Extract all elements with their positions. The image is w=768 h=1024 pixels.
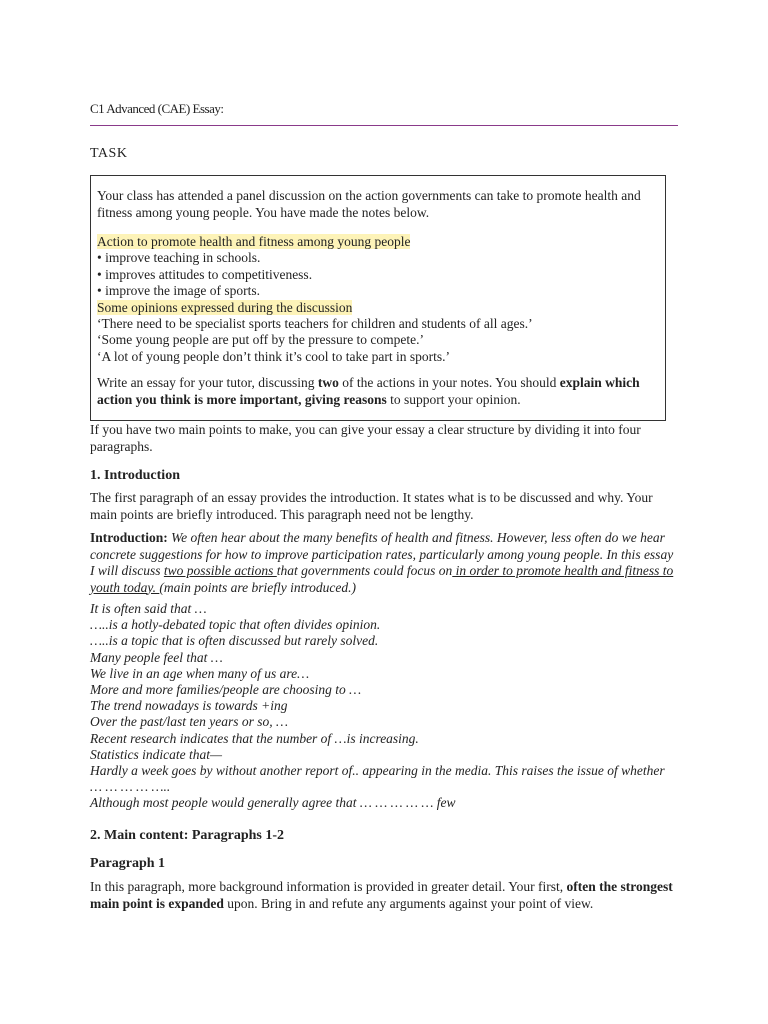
intro-heading: 1. Introduction bbox=[90, 468, 180, 483]
paragraph1-heading: Paragraph 1 bbox=[90, 856, 166, 871]
phrase-item: The trend nowadays is towards +ing bbox=[90, 698, 288, 714]
phrase-item: Hardly a week goes by without another report of.. appearing in the media. This raises the issue of whether … … … … ….. bbox=[90, 763, 665, 795]
phrase-item: More and more families/people are choosing to … bbox=[90, 682, 362, 698]
structure-note: If you have two main points to make, you can give your essay a clear structure by dividing it into four paragraphs. bbox=[90, 422, 641, 454]
phrase-item: It is often said that … bbox=[90, 601, 207, 616]
task-box bbox=[90, 175, 666, 421]
phrase-item: …..is a topic that is often discussed but rarely solved. bbox=[90, 633, 379, 649]
phrase-item: Recent research indicates that the number of …is increasing. bbox=[90, 730, 419, 746]
task-instructions: Write an essay for your tutor, discussing two of the actions in your notes. You should explain which action you think is more important, giving reasons to support your opinion. bbox=[97, 375, 640, 407]
note-item: • improve teaching in schools. bbox=[97, 250, 261, 266]
task-intro: Your class has attended a panel discussion on the action governments can take to promote health and fitness among young people. You have made the notes below. bbox=[97, 188, 641, 220]
note-item: • improves attitudes to competitiveness. bbox=[97, 266, 313, 282]
phrase-item: We live in an age when many of us are… bbox=[90, 665, 310, 681]
phrase-item: Although most people would generally agree that … … … … … few bbox=[90, 795, 456, 811]
intro-paragraph: The first paragraph of an essay provides the introduction. It states what is to be discussed and why. Your main points are briefly introduced. This paragraph need not be lengthy. bbox=[90, 490, 653, 522]
phrase-item: Many people feel that … bbox=[90, 649, 223, 665]
paragraph1-text: In this paragraph, more background information is provided in greater detail. Your first, often the strongest main point is expanded upon. Bring in and refute any arguments against your point of view. bbox=[90, 879, 673, 911]
phrase-item: …..is a hotly-debated topic that often divides opinion. bbox=[90, 617, 381, 633]
phrase-item: Over the past/last ten years or so, … bbox=[90, 714, 288, 730]
notes-heading: Action to promote health and fitness among young people bbox=[97, 234, 411, 249]
opinion-item: ‘There need to be specialist sports teachers for children and students of all ages.’ bbox=[97, 316, 533, 332]
task-label: TASK bbox=[90, 146, 128, 161]
note-item: • improve the image of sports. bbox=[97, 283, 260, 299]
task-notes bbox=[97, 234, 659, 365]
opinions-heading: Some opinions expressed during the discussion bbox=[97, 299, 353, 315]
useful-phrases-list bbox=[90, 601, 678, 812]
opinion-item: ‘Some young people are put off by the pressure to compete.’ bbox=[97, 332, 425, 348]
document-title: C1 Advanced (CAE) Essay: bbox=[90, 101, 224, 116]
example-introduction: Introduction: We often hear about the many benefits of health and fitness. However, less often do we hear concrete suggestions for how to improve participation rates, particularly among young people. In this essay I will discuss two possible actions that governments could focus on in order to promote health and fitness to youth today. (main points are briefly introduced.) bbox=[90, 530, 674, 595]
main-content-heading: 2. Main content: Paragraphs 1-2 bbox=[90, 828, 285, 843]
opinion-item: ‘A lot of young people don’t think it’s cool to take part in sports.’ bbox=[97, 348, 450, 364]
phrase-item: Statistics indicate that— bbox=[90, 746, 222, 762]
header-divider bbox=[90, 125, 678, 126]
